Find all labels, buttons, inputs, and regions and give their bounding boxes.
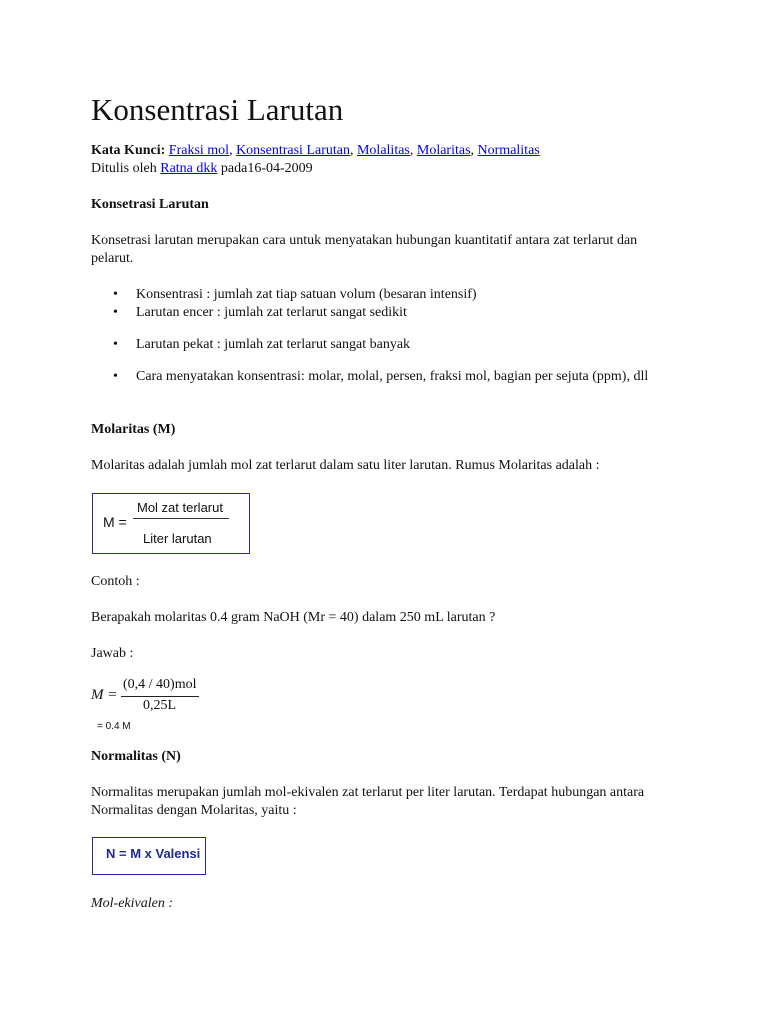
fraction-bar <box>133 518 229 519</box>
section-heading-normalitas: Normalitas (N) <box>91 749 181 764</box>
keyword-link-konsentrasi-larutan[interactable]: Konsentrasi Larutan <box>236 143 350 158</box>
normalitas-paragraph: Normalitas merupakan jumlah mol-ekivalen zat terlarut per liter larutan. Terdapat hubungan antara Normalitas dengan Molaritas, yaitu : <box>91 785 645 818</box>
keywords-line: Kata Kunci: Fraksi mol, Konsentrasi Larutan, Molalitas, Molaritas, Normalitas <box>91 143 540 158</box>
solution-formula <box>91 677 251 717</box>
formula-numerator: Mol zat terlarut <box>137 500 223 515</box>
list-item: • Larutan encer : jumlah zat terlarut sangat sedikit <box>113 305 407 320</box>
list-item: • Cara menyatakan konsentrasi: molar, molal, persen, fraksi mol, bagian per sejuta (ppm), dll <box>113 369 649 384</box>
fraction-bar <box>121 696 199 697</box>
keyword-link-normalitas[interactable]: Normalitas <box>477 143 540 158</box>
list-item: • Larutan pekat : jumlah zat terlarut sangat banyak <box>113 337 411 352</box>
konsentrasi-bullet-list <box>91 286 691 386</box>
date-prefix: pada <box>220 161 248 176</box>
page-title: Konsentrasi Larutan <box>91 92 344 127</box>
normalitas-formula-text: N = M x Valensi <box>106 846 201 861</box>
keyword-link-molaritas[interactable]: Molaritas <box>416 143 471 158</box>
formula-denominator: Liter larutan <box>143 531 212 546</box>
molaritas-paragraph: Molaritas adalah jumlah mol zat terlarut dalam satu liter larutan. Rumus Molaritas adalah : <box>91 458 600 473</box>
section-heading-molaritas: Molaritas (M) <box>91 422 176 437</box>
konsentrasi-paragraph: Konsetrasi larutan merupakan cara untuk menyatakan hubungan kuantitatif antara zat terlarut dan pelarut. <box>91 233 638 266</box>
molaritas-formula <box>92 493 250 554</box>
byline <box>91 160 313 178</box>
solution-denominator: 0,25L <box>143 698 177 713</box>
keyword-link-fraksi-mol[interactable]: Fraksi mol <box>168 143 230 158</box>
normalitas-formula <box>92 837 206 875</box>
answer-label: Jawab : <box>91 646 134 661</box>
formula-lhs: M = <box>103 514 127 530</box>
list-item: • Konsentrasi : jumlah zat tiap satuan volum (besaran intensif) <box>113 287 477 302</box>
keyword-link-molalitas[interactable]: Molalitas <box>356 143 410 158</box>
example-question: Berapakah molaritas 0.4 gram NaOH (Mr = 40) dalam 250 mL larutan ? <box>91 610 496 625</box>
solution-result: = 0.4 M <box>97 721 131 730</box>
byline-prefix: Ditulis oleh <box>91 161 157 176</box>
example-label: Contoh : <box>91 574 140 589</box>
mol-ekivalen-label: Mol-ekivalen : <box>91 896 174 911</box>
publish-date: 16-04-2009 <box>247 161 313 176</box>
keywords-label: Kata Kunci: <box>91 143 166 158</box>
solution-lhs: M = <box>91 687 118 703</box>
author-link[interactable]: Ratna dkk <box>160 161 218 176</box>
section-heading-konsentrasi: Konsetrasi Larutan <box>91 197 209 212</box>
solution-numerator: (0,4 / 40)mol <box>123 677 197 692</box>
